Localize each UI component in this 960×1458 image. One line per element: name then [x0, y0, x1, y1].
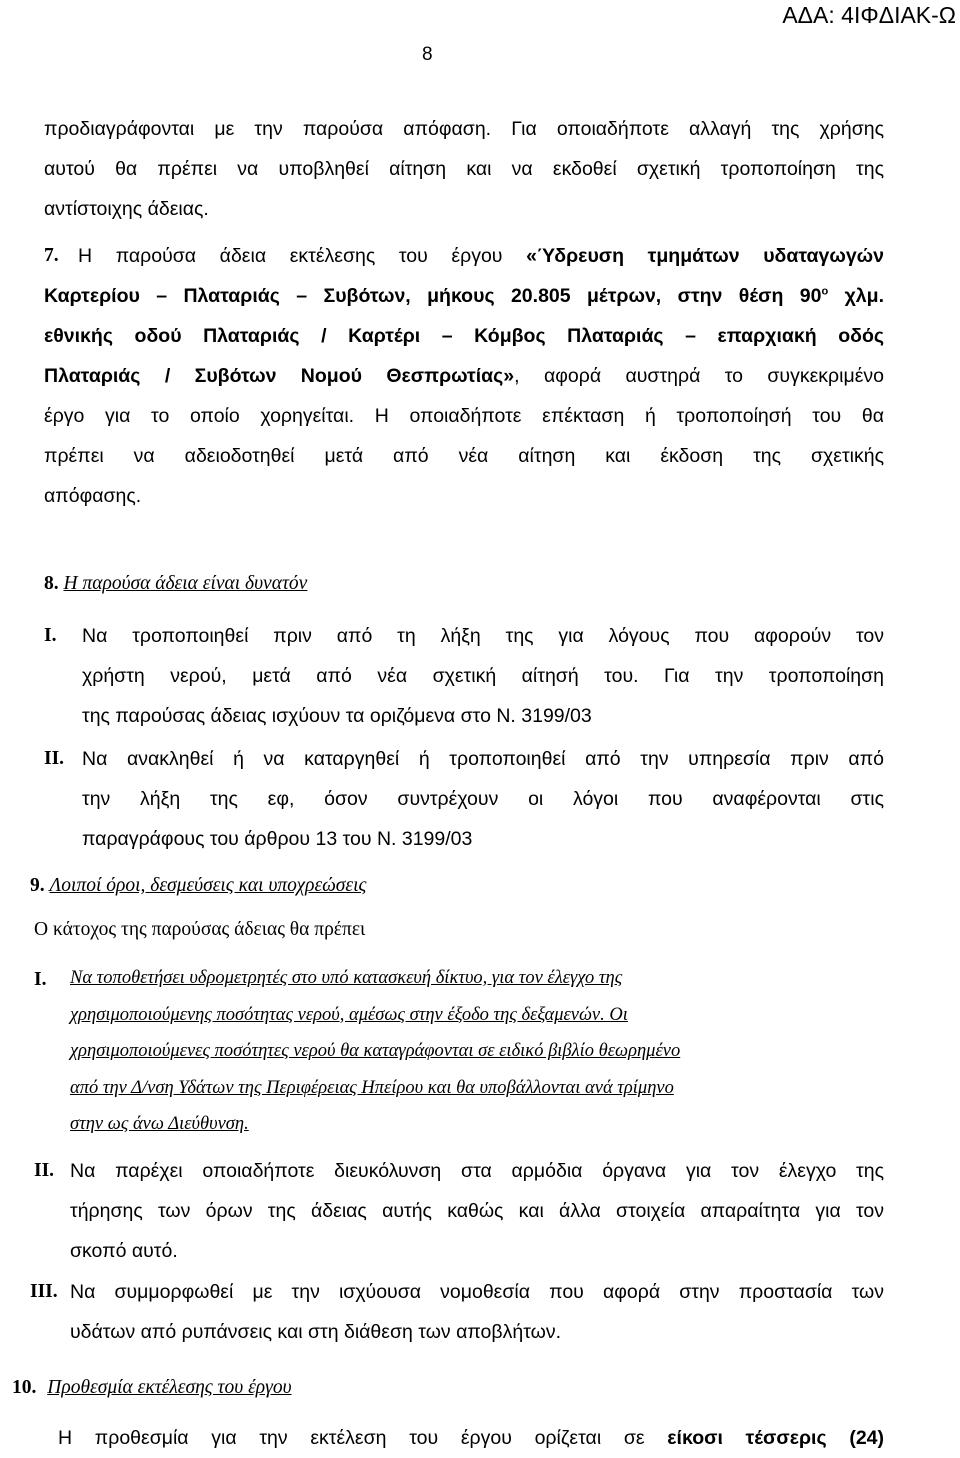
text-line: Να συμμορφωθεί με την ισχύουσα νομοθεσία που αφορά στην προστασία των: [70, 1281, 884, 1303]
text-line: χρησιμοποιούμενες ποσότητες νερού θα καταγράφονται σε ειδικό βιβλίο θεωρημένο: [70, 1041, 681, 1061]
item-8-sub-2: [82, 739, 884, 859]
item-9-sub-3-label: ΙΙΙ.: [30, 1281, 58, 1302]
item-8-sub-2-label: ΙΙ.: [44, 748, 65, 769]
item-9-title: Λοιποί όροι, δεσμεύσεις και υποχρεώσεις: [49, 875, 367, 896]
intro-paragraph: [44, 109, 884, 229]
text-line: χρησιμοποιούμενης ποσότητας νερού, αμέσως στην έξοδο της δεξαμενών. Οι: [70, 1004, 628, 1025]
text-line: Καρτερίου – Πλαταριάς – Συβότων, μήκους 20.805 μέτρων, στην θέση $90^o$ χλμ.: [44, 285, 884, 307]
item-9-sub-2: [70, 1151, 884, 1271]
item-9-sub-1: [70, 960, 860, 1143]
text-line: από την Δ/νση Υδάτων της Περιφέρειας Ηπείρου και θα υποβάλλονται ανά τρίμηνο: [70, 1077, 674, 1098]
text-line: έργο για το οποίο χορηγείται. Η οποιαδήποτε επέκταση ή τροποποίησή του θα: [44, 405, 884, 427]
item-9-heading: [30, 866, 884, 906]
item-10-title: Προθεσμία εκτέλεσης του έργου: [47, 1377, 292, 1398]
item-10-paragraph: [58, 1418, 884, 1458]
text-line: Να ανακληθεί ή να καταργηθεί ή τροποποιηθεί από την υπηρεσία πριν από: [82, 748, 884, 770]
text-line: χρήστη νερού, μετά από νέα σχετική αίτησή του. Για την τροποποίηση: [82, 665, 884, 687]
text-line: απόφασης.: [44, 485, 142, 507]
text-line: αυτού θα πρέπει να υποβληθεί αίτηση και να εκδοθεί σχετική τροποποίηση της: [44, 158, 884, 180]
item-10-heading: [12, 1368, 884, 1408]
text-line: Να τροποποιηθεί πριν από τη λήξη της για λόγους που αφορούν τον: [82, 625, 884, 647]
item-8-sub-1: [82, 616, 884, 736]
text-line: Πλαταριάς / Συβότων Νομού Θεσπρωτίας», αφορά αυστηρά το συγκεκριμένο: [44, 365, 884, 387]
text-line: παραγράφους του άρθρου 13 του Ν. 3199/03: [82, 828, 473, 850]
item-9-intro: Ο κάτοχος της παρούσας άδειας θα πρέπει: [34, 919, 366, 940]
text-line: Να παρέχει οποιαδήποτε διευκόλυνση στα αρμόδια όργανα για τον έλεγχο της: [70, 1160, 884, 1182]
text-line: την λήξη της εφ, όσον συντρέχουν οι λόγοι που αναφέρονται στις: [82, 788, 884, 810]
item-8-sub-1-label: Ι.: [44, 625, 57, 646]
text-line: Η παρούσα άδεια εκτέλεσης του έργου «Ύδρευση τμημάτων υδαταγωγών: [78, 245, 884, 267]
project-title: «Ύδρευση τμημάτων υδαταγωγών: [526, 245, 884, 267]
text-line: εθνικής οδού Πλαταριάς / Καρτέρι – Κόμβος Πλαταριάς – επαρχιακή οδός: [44, 325, 884, 347]
item-8-number: 8.: [44, 573, 59, 594]
item-9-sub-1-label: Ι.: [34, 969, 47, 990]
text-line: της παρούσας άδειας ισχύουν τα οριζόμενα στο Ν. 3199/03: [82, 705, 592, 727]
text-line: προδιαγράφονται με την παρούσα απόφαση. Για οποιαδήποτε αλλαγή της χρήσης: [44, 118, 884, 140]
page-number: 8: [422, 44, 433, 65]
item-9-sub-3: [70, 1272, 884, 1352]
item-7-number: 7.: [44, 245, 59, 266]
text-line: Να τοποθετήσει υδρομετρητές στο υπό κατασκευή δίκτυο, για τον έλεγχο της: [70, 968, 623, 988]
text-line: αντίστοιχης άδειας.: [44, 198, 209, 220]
text-line: σκοπό αυτό.: [70, 1240, 178, 1262]
item-9-sub-2-label: ΙΙ.: [34, 1160, 55, 1181]
ada-code: ΑΔΑ: 4ΙΦΔΙΑΚ-Ω: [782, 2, 956, 28]
text-line: πρέπει να αδειοδοτηθεί μετά από νέα αίτηση και έκδοση της σχετικής: [44, 445, 884, 467]
item-9-number: 9.: [30, 875, 45, 896]
item-8-heading: [44, 564, 884, 604]
text-line: στην ως άνω Διεύθυνση.: [70, 1114, 249, 1134]
text-line: τήρησης των όρων της άδειας αυτής καθώς και άλλα στοιχεία απαραίτητα για τον: [70, 1200, 884, 1222]
text-line: Η προθεσμία για την εκτέλεση του έργου ορίζεται σε είκοσι τέσσερις (24): [58, 1427, 884, 1449]
item-8-title: Η παρούσα άδεια είναι δυνατόν: [63, 573, 308, 594]
item-7-paragraph: [44, 236, 884, 516]
text-line: υδάτων από ρυπάνσεις και στη διάθεση των αποβλήτων.: [70, 1321, 562, 1343]
item-10-number: 10.: [12, 1377, 37, 1398]
